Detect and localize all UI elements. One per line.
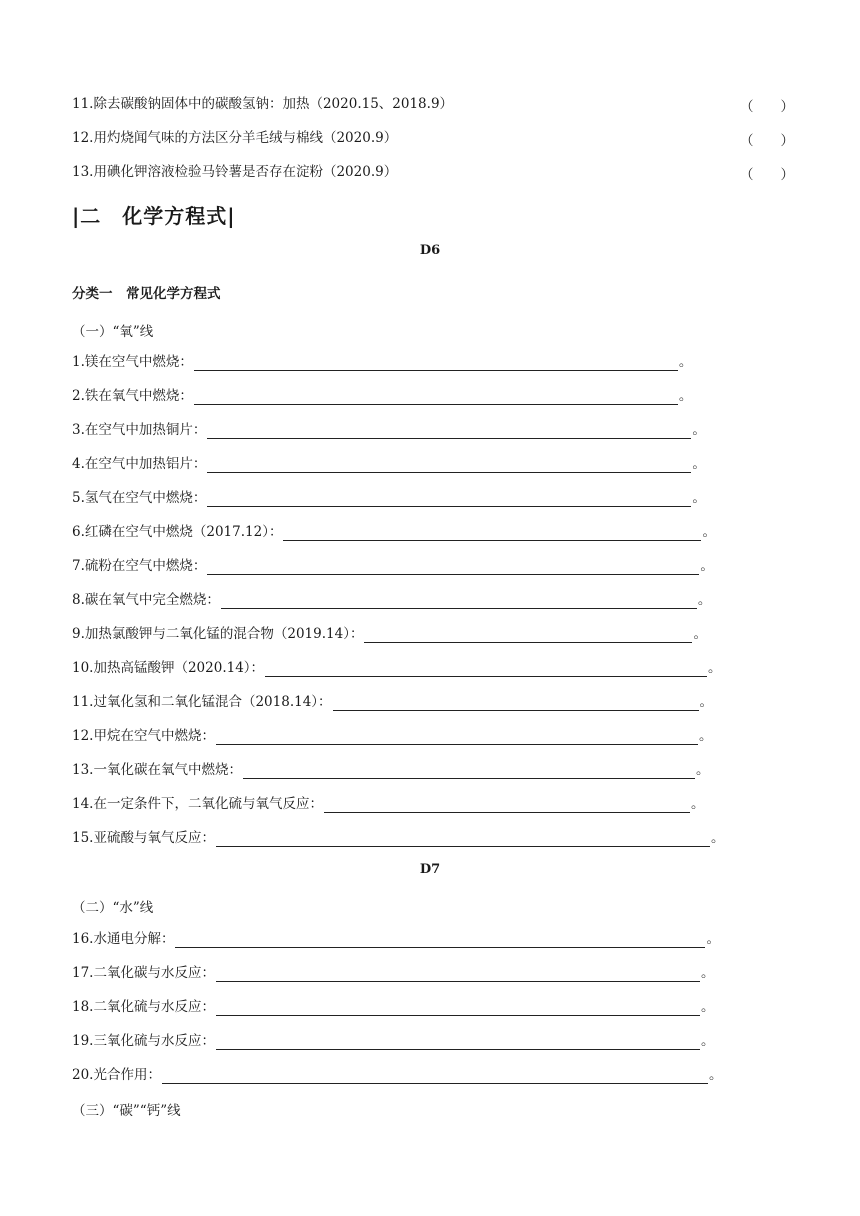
equation-item: 15.亚硫酸与氧气反应： 。: [72, 830, 725, 846]
answer-blank[interactable]: [207, 492, 691, 507]
answer-blank[interactable]: [207, 458, 691, 473]
answer-blank[interactable]: [175, 933, 705, 948]
answer-blank[interactable]: [207, 424, 691, 439]
judge-item-11: 11.除去碳酸钠固体中的碳酸氢钠：加热（2020.15、2018.9）: [72, 96, 454, 112]
answer-blank[interactable]: [162, 1069, 708, 1084]
judge-item-12: 12.用灼烧闻气味的方法区分羊毛绒与棉线（2020.9）: [72, 130, 398, 146]
answer-bracket[interactable]: （ ）: [740, 167, 794, 183]
equation-item: 12.甲烷在空气中燃烧： 。: [72, 728, 713, 744]
equation-item: 18.二氧化硫与水反应： 。: [72, 999, 715, 1015]
answer-blank[interactable]: [333, 696, 699, 711]
answer-blank[interactable]: [216, 967, 700, 982]
subsection-carbon-calcium: （三）“碳”“钙”线: [72, 1103, 181, 1119]
equation-item: 3.在空气中加热铜片： 。: [72, 422, 706, 438]
answer-blank[interactable]: [265, 662, 707, 677]
equation-item: 19.三氧化硫与水反应： 。: [72, 1033, 715, 1049]
category-title: 分类一 常见化学方程式: [72, 286, 221, 302]
answer-blank[interactable]: [221, 594, 697, 609]
answer-blank[interactable]: [283, 526, 701, 541]
section-title: |二 化学方程式|: [72, 204, 236, 228]
equation-item: 1.镁在空气中燃烧： 。: [72, 354, 693, 370]
equation-item: 14.在一定条件下，二氧化硫与氧气反应： 。: [72, 796, 705, 812]
equation-item: 11.过氧化氢和二氧化锰混合（2018.14）： 。: [72, 694, 714, 710]
judge-item-13: 13.用碘化钾溶液检验马铃薯是否存在淀粉（2020.9）: [72, 164, 398, 180]
equation-item: 13.一氧化碳在氧气中燃烧： 。: [72, 762, 710, 778]
answer-blank[interactable]: [243, 764, 695, 779]
answer-blank[interactable]: [194, 390, 678, 405]
answer-blank[interactable]: [216, 1001, 700, 1016]
answer-blank[interactable]: [216, 1035, 700, 1050]
equation-item: 4.在空气中加热铝片： 。: [72, 456, 706, 472]
equation-item: 8.碳在氧气中完全燃烧： 。: [72, 592, 712, 608]
equation-item: 6.红磷在空气中燃烧（2017.12）： 。: [72, 524, 716, 540]
equation-item: 16.水通电分解： 。: [72, 931, 720, 947]
page-marker-d6: D6: [419, 243, 441, 258]
answer-blank[interactable]: [216, 730, 698, 745]
subsection-water: （二）“水”线: [72, 900, 154, 916]
equation-item: 2.铁在氧气中燃烧： 。: [72, 388, 693, 404]
equation-item: 7.硫粉在空气中燃烧： 。: [72, 558, 714, 574]
answer-bracket[interactable]: （ ）: [740, 133, 794, 149]
answer-blank[interactable]: [216, 832, 710, 847]
answer-bracket[interactable]: （ ）: [740, 99, 794, 115]
equation-item: 20.光合作用： 。: [72, 1067, 723, 1083]
answer-blank[interactable]: [324, 798, 690, 813]
answer-blank[interactable]: [207, 560, 699, 575]
subsection-oxygen: （一）“氧”线: [72, 324, 154, 340]
answer-blank[interactable]: [194, 356, 678, 371]
equation-item: 17.二氧化碳与水反应： 。: [72, 965, 715, 981]
equation-item: 10.加热高锰酸钾（2020.14）： 。: [72, 660, 722, 676]
equation-item: 5.氢气在空气中燃烧： 。: [72, 490, 706, 506]
answer-blank[interactable]: [364, 628, 692, 643]
equation-item: 9.加热氯酸钾与二氧化锰的混合物（2019.14）： 。: [72, 626, 707, 642]
page-marker-d7: D7: [419, 862, 441, 877]
